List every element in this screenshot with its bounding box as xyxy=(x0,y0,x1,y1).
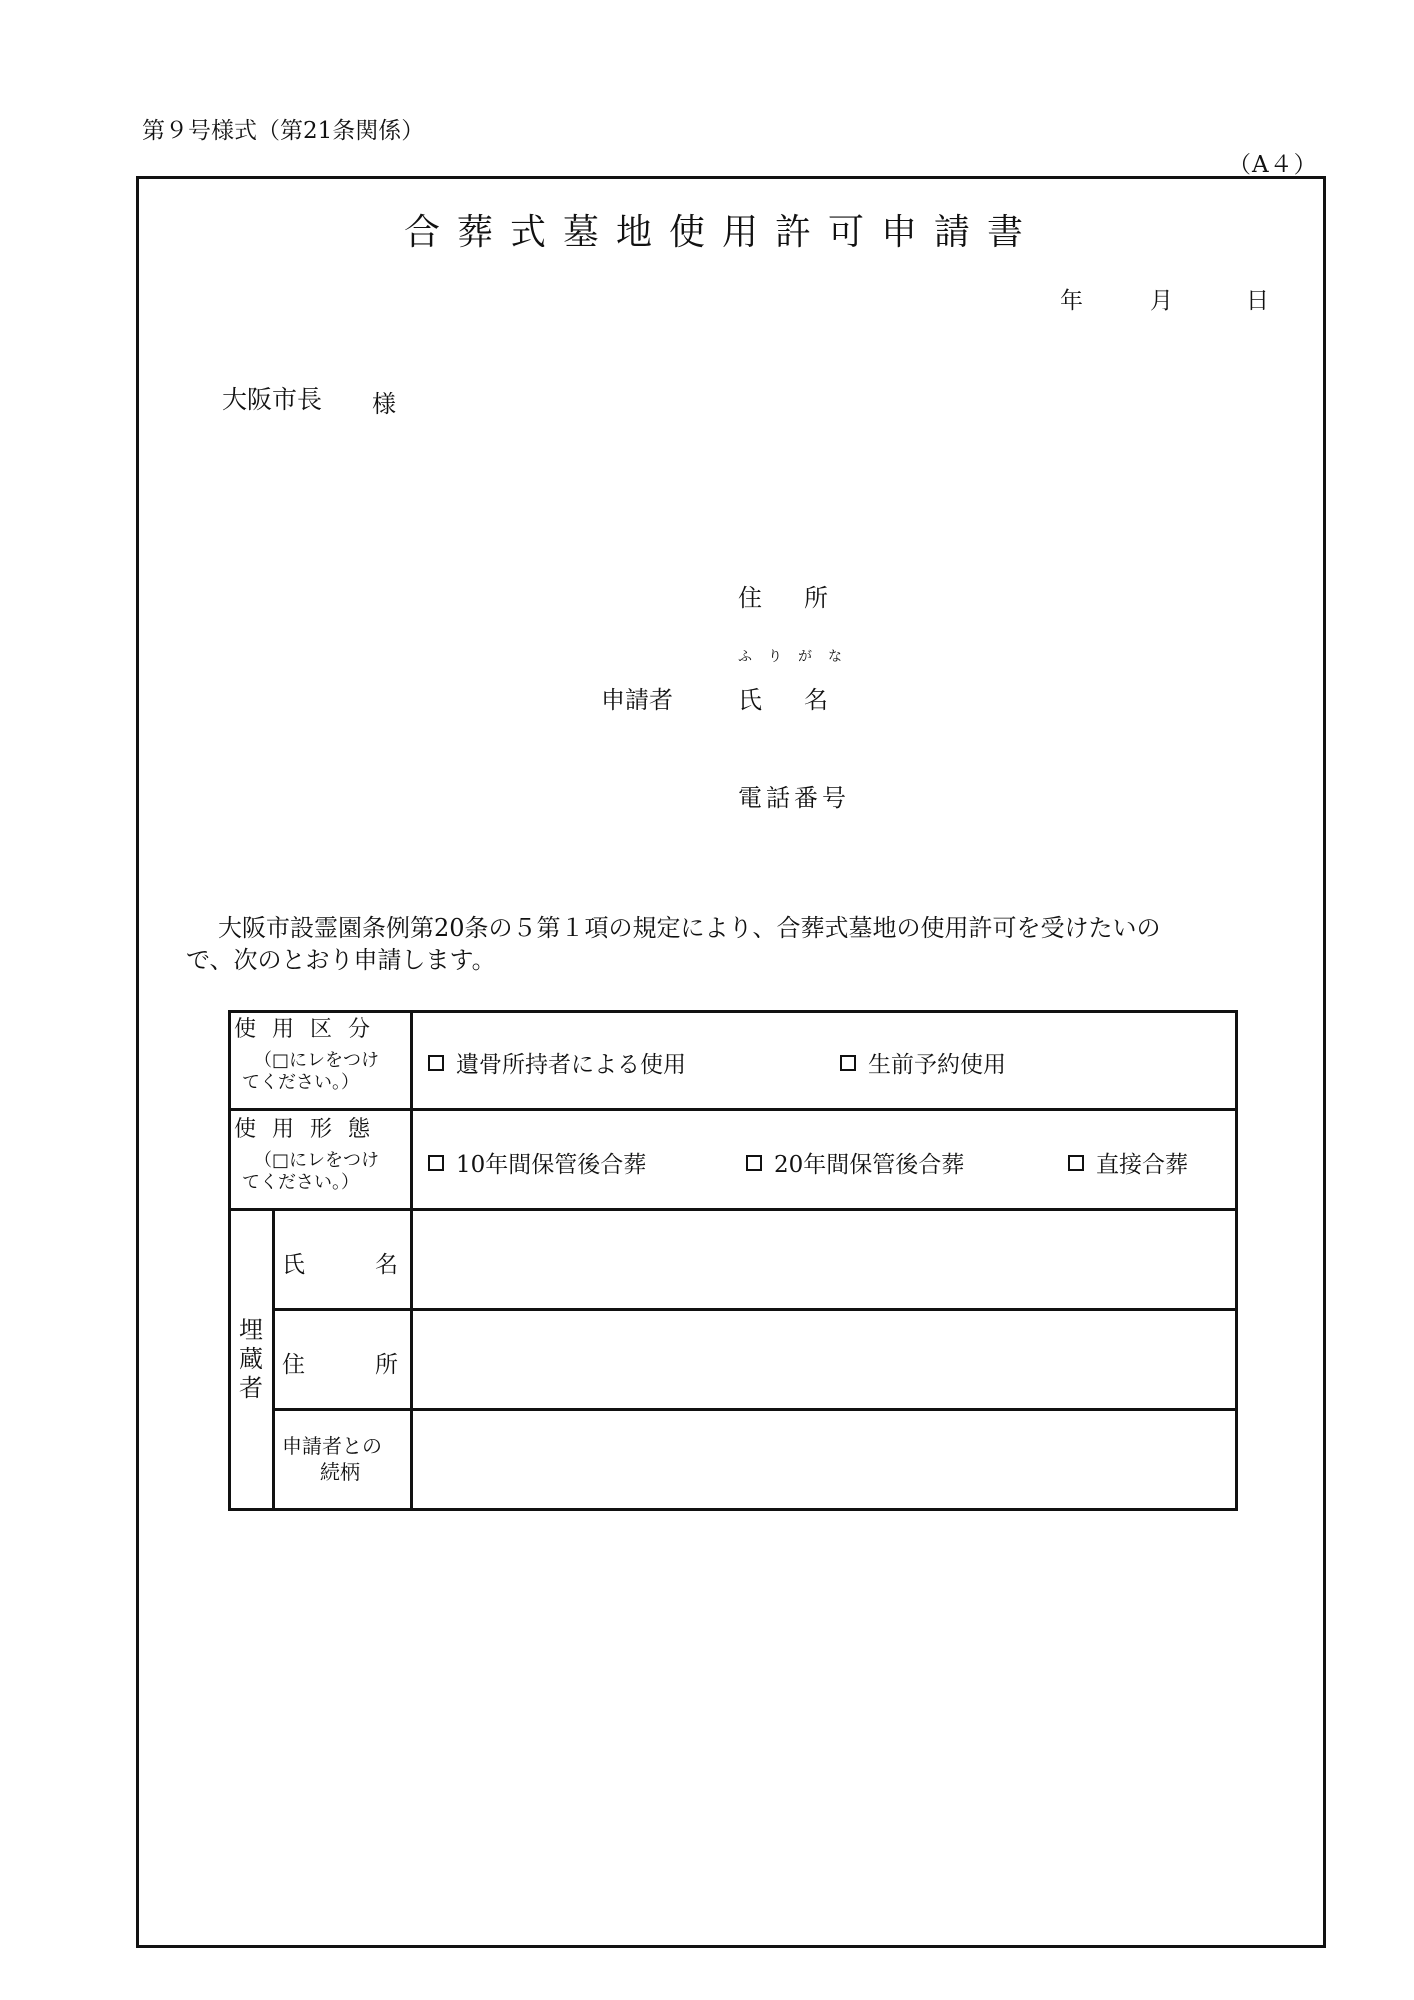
applicant-phone-label: 電話番号 xyxy=(738,784,850,812)
form-number: 第９号様式（第21条関係） xyxy=(142,118,425,144)
checkbox-icon[interactable] xyxy=(428,1155,444,1171)
statement-line-2: で、次のとおり申請します。 xyxy=(186,946,496,974)
date-year-label: 年 xyxy=(1060,288,1083,314)
usage-form-option-20-years-label: 20年間保管後合葬 xyxy=(774,1152,965,1178)
interred-name-label: 氏名 xyxy=(282,1252,468,1278)
date-month-label: 月 xyxy=(1150,288,1173,314)
usage-category-label: 使用区分 xyxy=(234,1017,387,1042)
usage-category-note-2: てください。） xyxy=(242,1072,359,1093)
checkbox-icon[interactable] xyxy=(428,1055,444,1071)
usage-form-note-1: （□にレをつけ xyxy=(254,1150,380,1171)
date-day-label: 日 xyxy=(1246,288,1269,314)
interred-relation-label-1: 申請者との xyxy=(282,1434,382,1458)
usage-option-pre-reservation[interactable] xyxy=(840,1046,1006,1079)
interred-relation-field[interactable] xyxy=(422,1414,1232,1506)
interred-name-field[interactable] xyxy=(422,1214,1232,1306)
interred-group-char: 者 xyxy=(239,1374,263,1402)
application-table xyxy=(228,1010,1238,1510)
paper-size-label: （A４） xyxy=(1228,152,1318,178)
usage-form-option-10-years[interactable] xyxy=(428,1146,646,1179)
applicant-label: 申請者 xyxy=(601,686,673,714)
usage-form-note-2: てください。） xyxy=(242,1172,359,1193)
interred-relation-label-2: 続柄 xyxy=(320,1460,360,1484)
checkbox-icon[interactable] xyxy=(1068,1155,1084,1171)
interred-address-label: 住所 xyxy=(282,1352,468,1378)
usage-option-remains-holder[interactable] xyxy=(428,1046,686,1079)
document-title: 合葬式墓地使用許可申請書 xyxy=(403,212,1040,253)
statement-line-1: 大阪市設霊園条例第20条の５第１項の規定により、合葬式墓地の使用許可を受けたいの xyxy=(218,914,1161,942)
usage-form-option-10-years-label: 10年間保管後合葬 xyxy=(456,1152,647,1178)
addressee-honorific: 様 xyxy=(372,390,396,418)
usage-form-option-direct-label: 直接合葬 xyxy=(1096,1152,1188,1178)
applicant-furigana-label: ふりがな xyxy=(738,649,858,665)
addressee-name: 大阪市長 xyxy=(222,385,323,414)
interred-address-field[interactable] xyxy=(422,1314,1232,1406)
usage-form-option-20-years[interactable] xyxy=(746,1146,964,1179)
usage-option-pre-reservation-label: 生前予約使用 xyxy=(868,1052,1006,1078)
checkbox-icon[interactable] xyxy=(840,1055,856,1071)
interred-group-char: 蔵 xyxy=(239,1345,263,1373)
usage-option-remains-holder-label: 遺骨所持者による使用 xyxy=(456,1052,686,1078)
interred-group-char: 埋 xyxy=(239,1316,263,1344)
applicant-name-label: 氏名 xyxy=(738,686,870,714)
usage-category-note-1: （□にレをつけ xyxy=(254,1050,380,1071)
usage-form-option-direct[interactable] xyxy=(1068,1146,1188,1179)
interred-group-label xyxy=(236,1316,266,1403)
applicant-address-label: 住所 xyxy=(738,584,870,612)
application-statement xyxy=(188,912,1298,976)
usage-form-label: 使用形態 xyxy=(234,1117,387,1142)
checkbox-icon[interactable] xyxy=(746,1155,762,1171)
